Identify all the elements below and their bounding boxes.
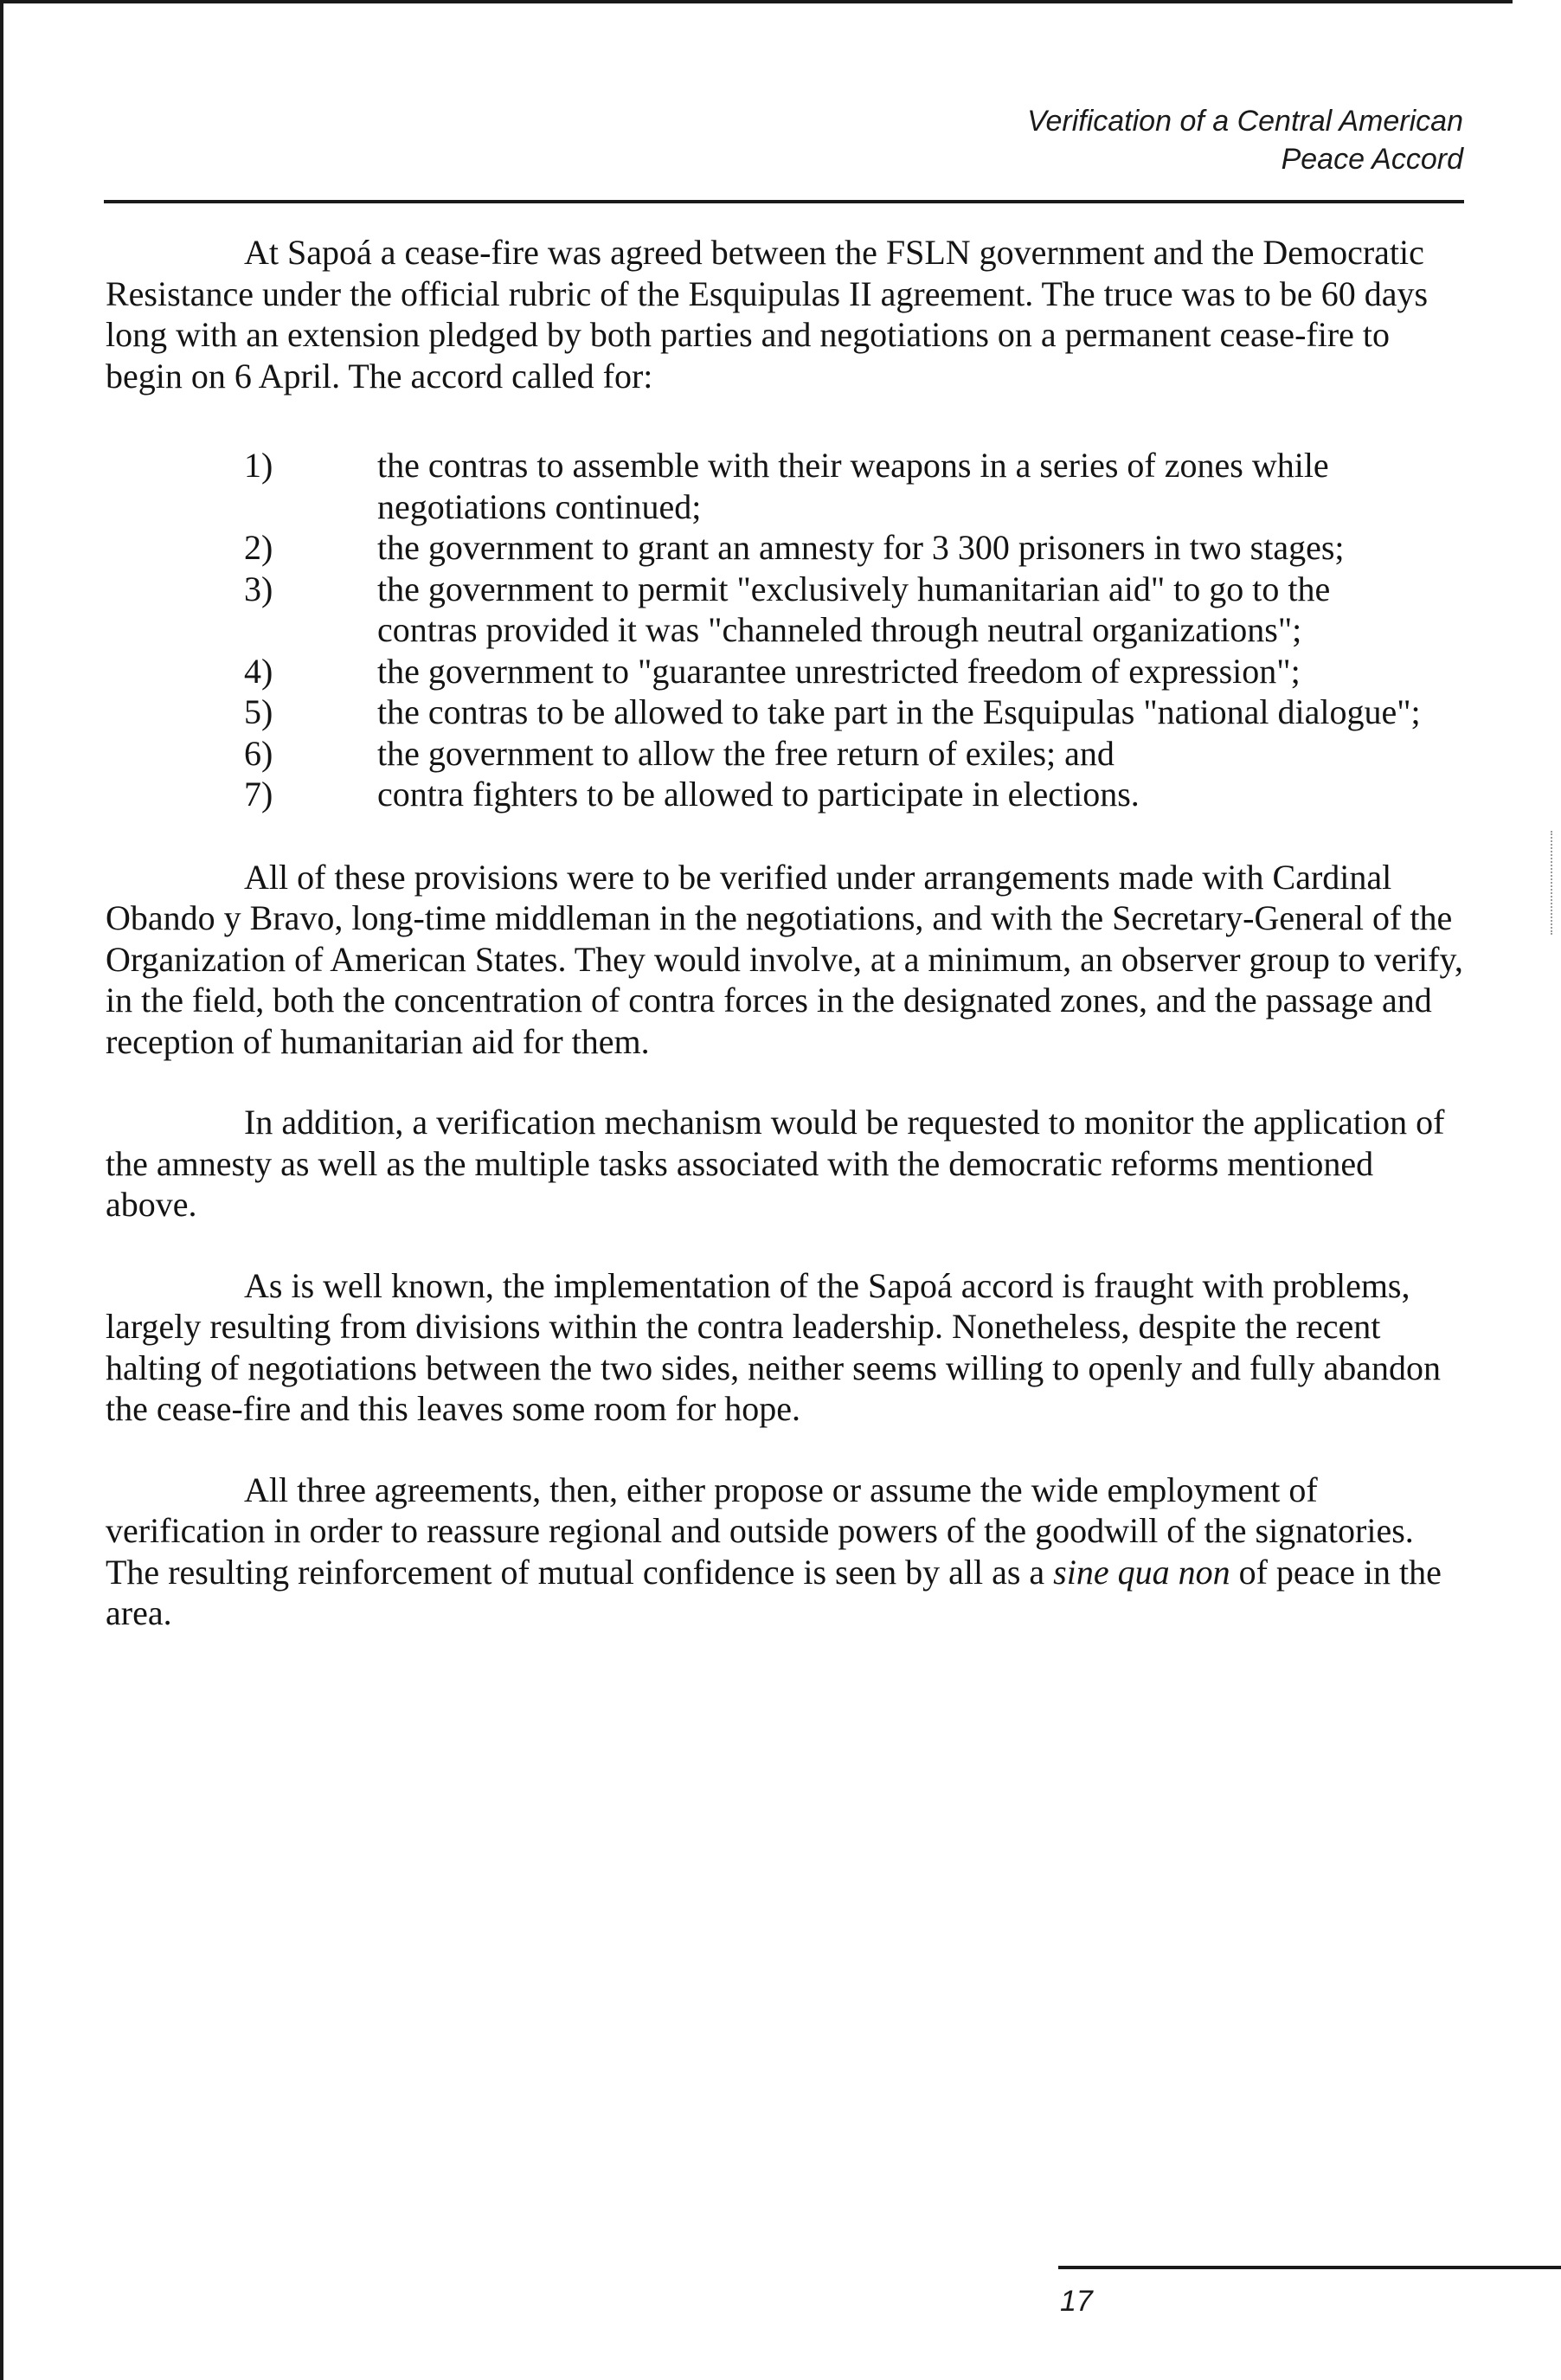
list-item-number: 1) [244, 446, 273, 485]
paragraph-amnesty-monitoring: In addition, a verification mechanism would be requested to monitor the application of the amnesty as well as the multiple tasks associated with the democratic reforms mentioned above. [106, 1103, 1445, 1224]
list-item [106, 733, 1464, 775]
list-item-number: 4) [244, 651, 273, 691]
list-item-number: 7) [244, 775, 273, 814]
list-item [106, 445, 1464, 527]
list-item-number: 5) [244, 692, 273, 731]
list-item [106, 527, 1464, 569]
running-title-line-1: Verification of a Central American [1027, 105, 1463, 138]
list-item [106, 691, 1464, 733]
running-header [1027, 102, 1463, 178]
page-top-border [0, 0, 1513, 3]
page-number: 17 [1060, 2285, 1093, 2318]
list-item [106, 569, 1464, 651]
page-left-border [0, 0, 3, 2380]
list-item-text: the government to "guarantee unrestricted freedom of expression"; [377, 651, 1301, 691]
conclusion-latin-phrase: sine qua non [1053, 1552, 1230, 1592]
paragraph-conclusion [106, 1470, 1464, 1634]
list-item-text: the government to grant an amnesty for 3 300 prisoners in two stages; [377, 528, 1345, 567]
list-item-text: contra fighters to be allowed to participate in elections. [377, 775, 1140, 814]
paragraph-verification-arrangements: All of these provisions were to be verified under arrangements made with Cardinal Obando y Bravo, long-time middleman in the negotiations, and with the Secretary-General of the Organization of American States. They would involve, at a minimum, an observer group to verify, in the field, both the concentration of contra forces in the designated zones, and the passage and reception of humanitarian aid for them. [106, 857, 1463, 1061]
conclusion-text-start: All three agreements, then, either propose or assume the wide employment of verification in order to reassure regional and outside powers of the goodwill of the signatories. The resulting reinforcement of mutual confidence is seen by all as a [106, 1470, 1414, 1592]
list-item-text: the contras to be allowed to take part in the Esquipulas "national dialogue"; [377, 692, 1421, 731]
conclusion-text-end: of peace in the area. [106, 1552, 1442, 1632]
list-item [106, 774, 1464, 815]
body-text [106, 232, 1464, 1634]
list-item-number: 3) [244, 569, 273, 608]
header-rule [104, 200, 1464, 203]
paragraph-sapoa-ceasefire: At Sapoá a cease-fire was agreed between the FSLN government and the Democratic Resistance under the official rubric of the Esquipulas II agreement. The truce was to be 60 days long with an extension pledged by both parties and negotiations on a permanent cease-fire to begin on 6 April. The accord called for: [106, 233, 1429, 396]
list-item-number: 2) [244, 528, 273, 567]
paragraph-implementation-problems: As is well known, the implementation of the Sapoá accord is fraught with problems, largely resulting from divisions within the contra leadership. Nonetheless, despite the recent halting of negotiations between the two sides, neither seems willing to openly and fully abandon the cease-fire and this leaves some room for hope. [106, 1265, 1442, 1428]
list-item [106, 651, 1464, 692]
footer-rule [1058, 2266, 1561, 2269]
running-title-line-2: Peace Accord [1281, 143, 1463, 176]
list-item-number: 6) [244, 733, 273, 773]
list-item-text: the government to permit "exclusively humanitarian aid" to go to the contras provided it was "channeled through neutral organizations"; [377, 569, 1331, 649]
list-item-text: the contras to assemble with their weapons in a series of zones while negotiations continued; [377, 446, 1329, 526]
scan-edge-marks [1551, 831, 1554, 935]
list-item-text: the government to allow the free return of exiles; and [377, 733, 1115, 773]
accord-provisions-list [106, 445, 1464, 815]
